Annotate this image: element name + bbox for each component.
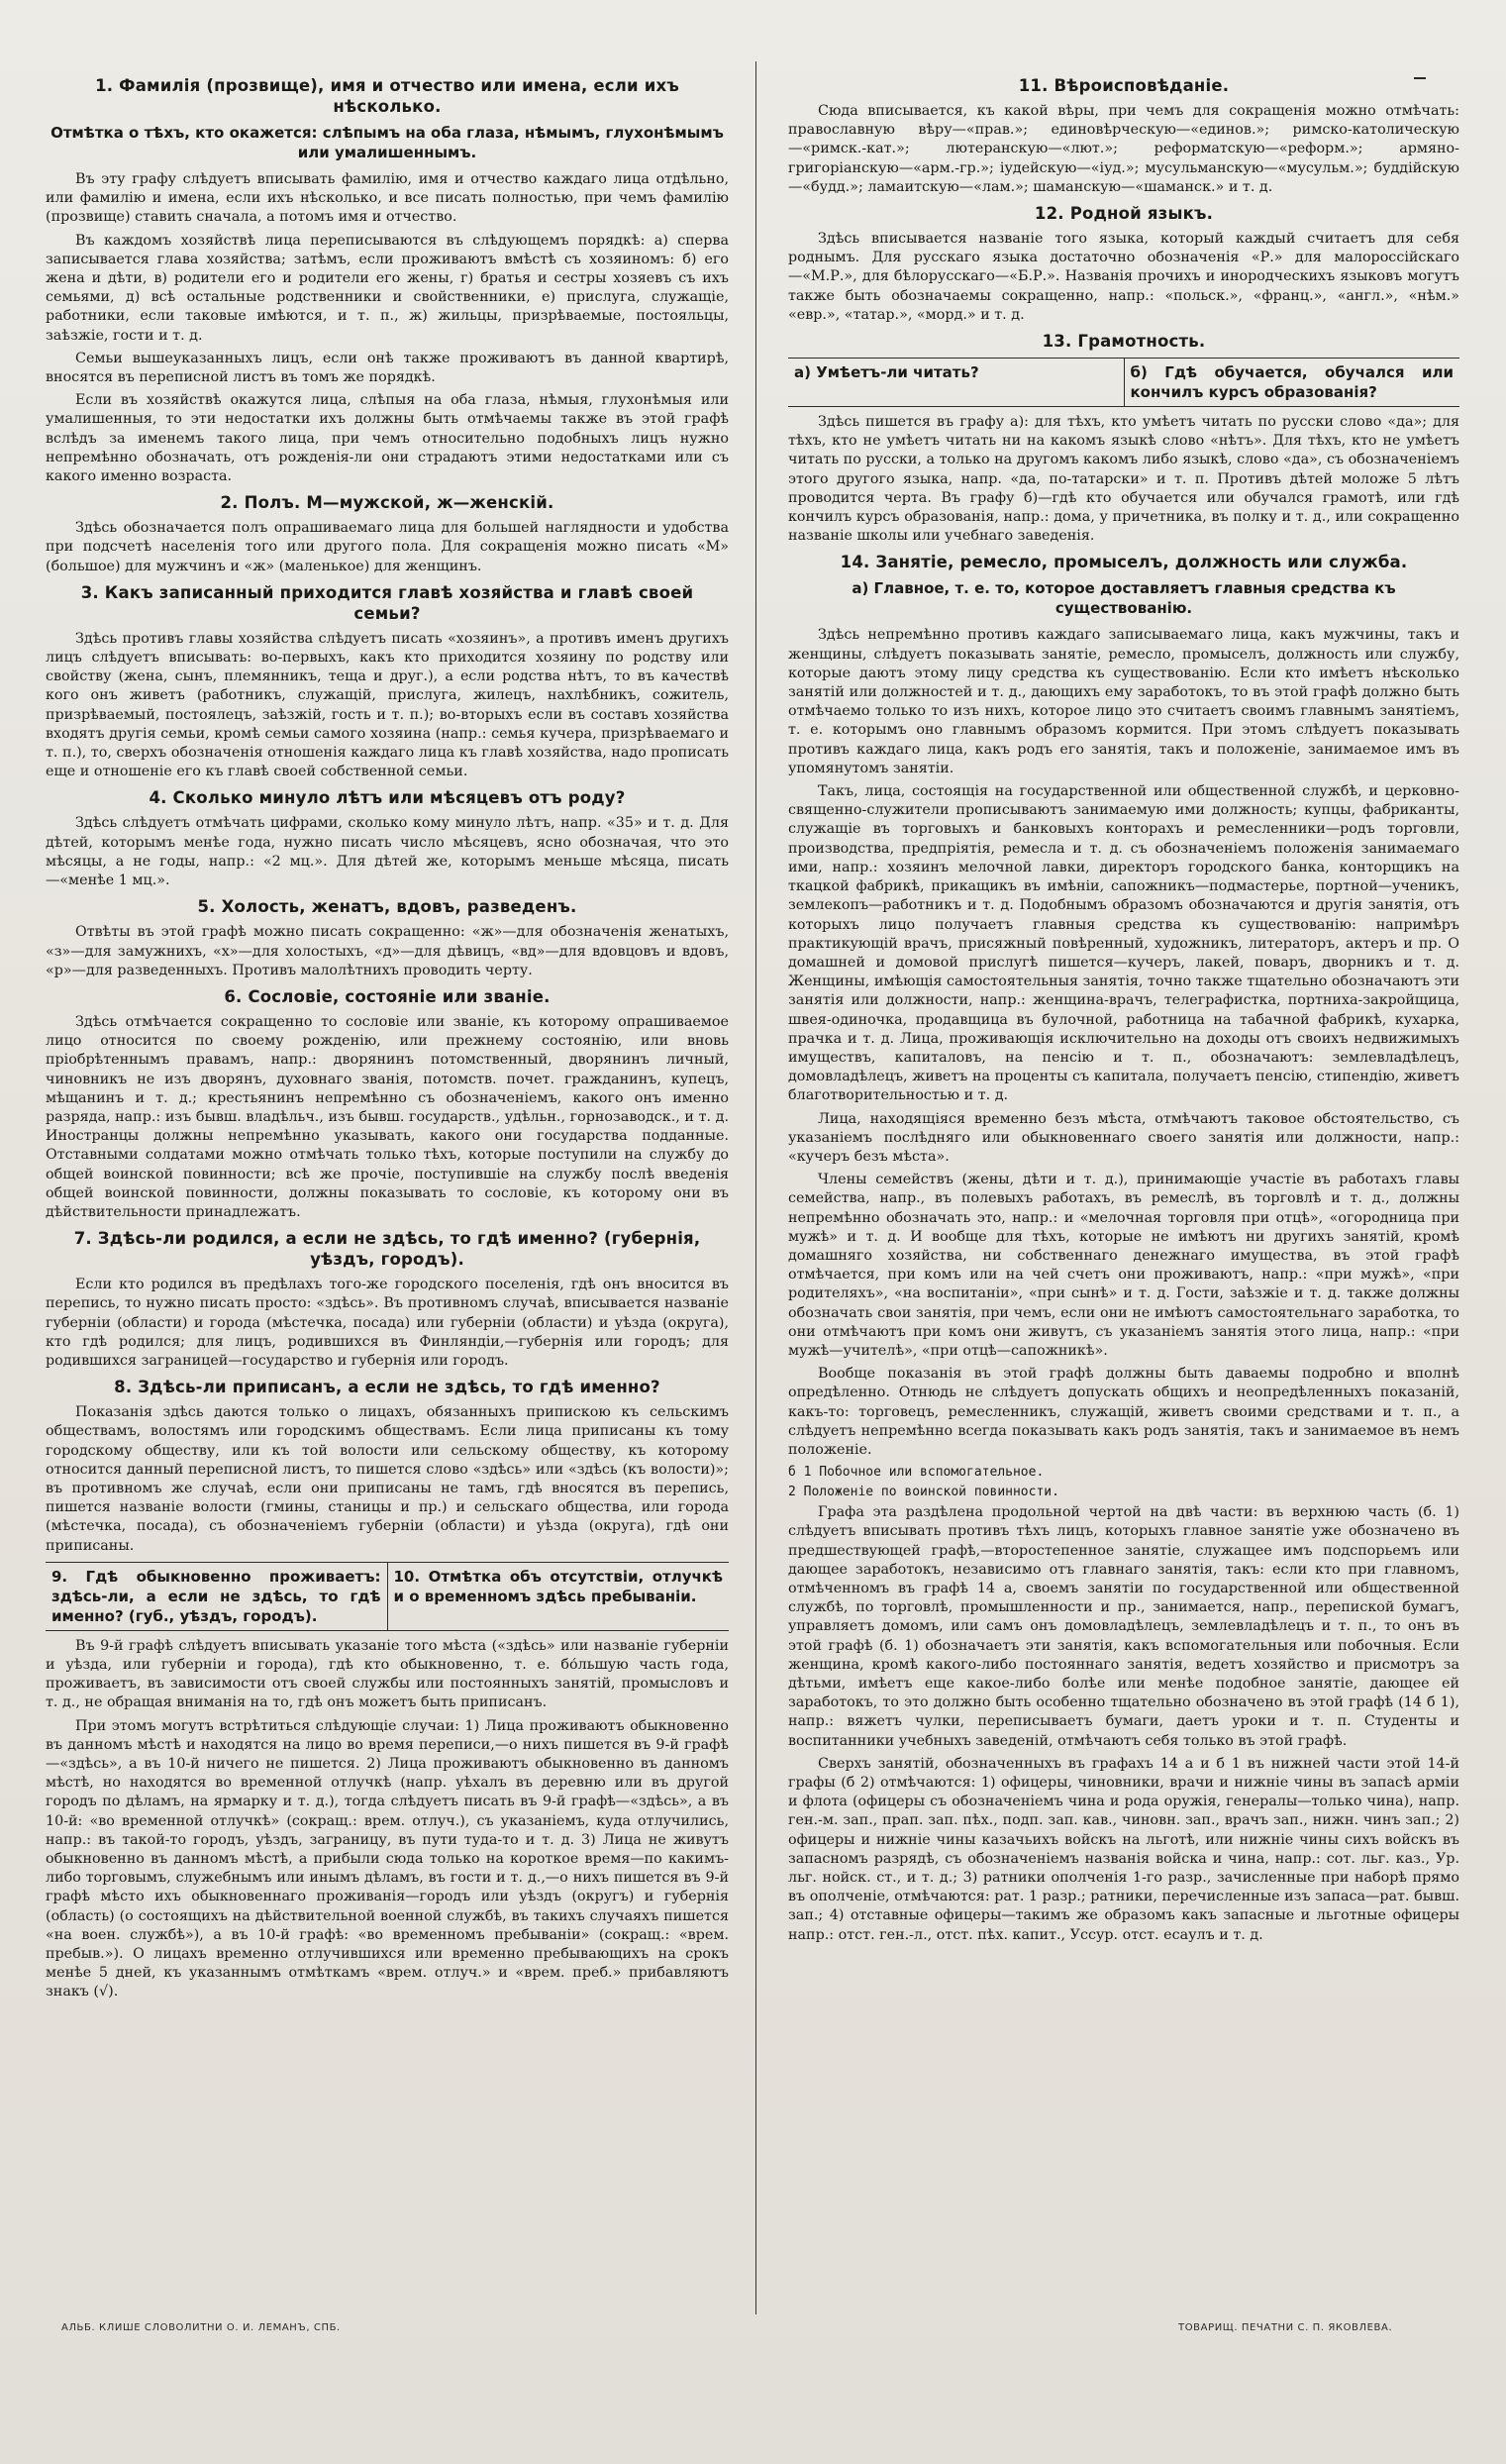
section-14b2-title: 2 Положеніе по воинской повинности.: [788, 1485, 1059, 1500]
section-1-paragraph: Семьи вышеуказанныхъ лицъ, если онѣ также проживаютъ въ данной квартирѣ, вносятся въ переписной листъ въ томъ же порядкѣ.: [46, 350, 729, 386]
section-1-paragraph: Если въ хозяйствѣ окажутся лица, слѣпыя на оба глаза, нѣмыя, глухонѣмыя или умалишенныя, то эти недостатки ихъ должны быть отмѣчаемы также въ этой графѣ вслѣдъ за именемъ такого лица, при чемъ относительно подобныхъ лицъ нужно непремѣнно обозначать, отъ рожденія-ли они страдаютъ этими недостатками или съ какого именно возраста.: [46, 392, 729, 485]
section-3-paragraph: Здѣсь противъ главы хозяйства слѣдуетъ писать «хозяинъ», а противъ именъ другихъ лицъ слѣдуетъ вписывать: во-первыхъ, какъ кто приходится хозяину по родству или свойству (жена, сынъ, племянникъ, теща и друг.), а если родства нѣтъ, то въ качествѣ кого онъ живетъ (работникъ, служащій, прислуга, жилецъ, нахлѣбникъ, сожитель, призрѣваемый, постоялецъ, заѣзжій, гость и т. п.); во-вторыхъ если въ составъ хозяйства входятъ другія семьи, кромѣ семьи самого хозяина (напр.: семья кучера, призрѣваемаго и т. п.), то, сверхъ обозначенія отношенія каждаго лица къ главѣ хозяйства, надо прописать еще и отношеніе его къ главѣ своей собственной семьи.: [46, 630, 729, 780]
section-2-paragraph: Здѣсь обозначается полъ опрашиваемаго лица для большей наглядности и удобства при подсчетѣ населенія того или другого пола. Для сокращенія можно писать «М» (большое) для мужчинъ и «ж» (маленькое) для женщинъ.: [46, 520, 729, 574]
section-9-paragraph: Въ 9-й графѣ слѣдуетъ вписывать указаніе того мѣста («здѣсь» или названіе губерніи и уѣзда, или губерніи и города), гдѣ кто обыкновенно, т. е. бо́льшую часть года, проживаетъ, въ зависимости отъ своей службы или постоянныхъ занятій, промысловъ и т. д., не обращая вниманія на то, гдѣ онъ можетъ быть приписанъ.: [46, 1637, 729, 1711]
section-1-title: 1. Фамилія (прозвище), имя и отчество или имена, если ихъ нѣсколько.: [95, 76, 679, 116]
section-4-title: 4. Сколько минуло лѣтъ или мѣсяцевъ отъ роду?: [149, 788, 626, 808]
section-14-paragraph: Здѣсь непремѣнно противъ каждаго записываемаго лица, какъ мужчины, такъ и женщины, слѣдуетъ показывать занятіе, ремесло, промыселъ, должность или службу, которые даютъ этому лицу средства къ существованію. Если кто имѣетъ нѣсколько занятій или должностей и т. д., дающихъ ему заработокъ, то въ этой графѣ должно быть отмѣчаемо только то изъ нихъ, которое лицо это считаетъ своимъ главнымъ занятіемъ, т. е. которымъ оно главнымъ образомъ кормится. При этомъ слѣдуетъ показывать противъ каждаго лица, какъ родъ его занятія, такъ и положеніе, занимаемое имъ въ упомянутомъ занятіи.: [788, 627, 1459, 776]
section-14-paragraph: Графа эта раздѣлена продольной чертой на двѣ части: въ верхнюю часть (б. 1) слѣдуетъ вписывать противъ тѣхъ лицъ, которыхъ главное занятіе уже обозначено въ предшествующей графѣ,—второстепенное занятіе, служащее имъ подспорьемъ или дающее заработокъ, независимо отъ главнаго занятія, такъ: если кто при главномъ, отмѣченномъ въ графѣ 14 а, своемъ занятіи по государственной или общественной службѣ, по торговлѣ, промышленности и пр., занимается, напр., перепиской бумагъ, управляетъ домомъ, или самъ онъ домовладѣлецъ, землевладѣлецъ и т. п., то онъ въ этой графѣ (б. 1) обозначаетъ эти занятія, какъ вспомогательныя или побочныя. Если женщина, кромѣ какого-либо постояннаго занятія, ведетъ хозяйство и присмотръ за дѣтьми, имѣетъ еще какое-либо болѣе или менѣе подобное занятіе, дающее ей заработокъ, то это должно быть особенно тщательно обозначено въ этой графѣ (14 б 1), напр.: вяжетъ чулки, переписываетъ бумаги, даетъ уроки и т. п. Студенты и воспитанники учебныхъ заведеній, отмѣчаютъ себя только въ этой графѣ.: [788, 1504, 1459, 1749]
left-column: [46, 69, 729, 2298]
section-11-paragraph: Сюда вписывается, къ какой вѣры, при чемъ для сокращенія можно отмѣчать: православную вѣру—«прав.»; единовѣрческую—«единов.»; римско-католическую—«римск.-кат.»; лютеранскую—«лют.»; реформатскую—«реформ.»; армяно-григоріанскую—«арм.-гр.»; іудейскую—«іуд.»; мусульманскую—«мусульм.»; буддійскую—«будд.»; ламаитскую—«лам.»; шаманскую—«шаманск.» и т. д.: [788, 103, 1459, 195]
section-9-title: 9. Гдѣ обыкновенно проживаетъ: здѣсь-ли, а если не здѣсь, то гдѣ именно? (губ., уѣздъ, городъ).: [46, 1563, 388, 1630]
printer-imprint-left: АЛЬБ. КЛИШЕ СЛОВОЛИТНИ О. И. ЛЕМАНЪ, СПБ.: [61, 2322, 341, 2333]
section-13-paragraph: Здѣсь пишется въ графу а): для тѣхъ, кто умѣетъ читать по русски слово «да»; для тѣхъ, кто не умѣетъ читать ни на какомъ языкѣ слово «нѣтъ». Для тѣхъ, кто не умѣетъ читать по русски, а только на другомъ какомъ либо языкѣ, слово «да», съ обозначеніемъ этого другого языка, напр. «да, по-татарски» и т. п. Противъ дѣтей моложе 5 лѣтъ проводится черта. Въ графу б)—гдѣ кто обучается или обучался грамотѣ, или гдѣ кончилъ курсъ образованія, напр.: дома, у причетника, въ полку и т. д., или сокращенно названіе школы или учебнаго заведенія.: [788, 414, 1459, 545]
column-divider: [755, 61, 756, 2314]
section-6-title: 6. Сословіе, состояніе или званіе.: [224, 986, 551, 1006]
section-9-paragraph: При этомъ могутъ встрѣтиться слѣдующіе случаи: 1) Лица проживаютъ обыкновенно въ данномъ мѣстѣ и находятся на лицо во время переписи,—о нихъ пишется въ 9-й графѣ—«здѣсь», а въ 10-й ничего не пишется. 2) Лица проживаютъ обыкновенно въ данномъ мѣстѣ, но находятся во временной отлучкѣ (напр. уѣхалъ въ деревню или въ другой городъ по дѣламъ, на ярмарку и т. д.), тогда слѣдуетъ писать въ 9-й графѣ—«здѣсь», а въ 10-й: «во временной отлучкѣ» (сокращ.: врем. отлуч.), съ указаніемъ, куда отлучились, напр.: въ такой-то городъ, уѣздъ, заграницу, въ пути туда-то и т. д. 3) Лица не живутъ обыкновенно въ данномъ мѣстѣ, а прибыли сюда только на короткое время—по какимъ-либо торговымъ, служебнымъ или инымъ дѣламъ, въ гости и т. д.,—о нихъ пишется въ 9-й графѣ мѣсто ихъ обыкновеннаго проживанія—городъ или уѣздъ (округъ) и губернія (область) (о состоящихъ на дѣйствительной военной службѣ, въ такихъ случаяхъ пишется «на воен. службѣ»), а въ 10-й графѣ: «во временномъ пребываніи» (сокращ.: «врем. пребыв.»). О лицахъ временно отлучившихся или временно пребывающихъ на срокъ менѣе 5 дней, къ указаннымъ отмѣткамъ «врем. отлуч.» и «врем. преб.» прибавляютъ знакъ (√).: [46, 1717, 729, 2001]
section-5-paragraph: Отвѣты въ этой графѣ можно писать сокращенно: «ж»—для обозначенія женатыхъ, «з»—для замужнихъ, «х»—для холостыхъ, «д»—для дѣвицъ, «вд»—для вдовцовъ и вдовъ, «р»—для разведенныхъ. Противъ малолѣтнихъ проводить черту.: [46, 924, 729, 978]
section-14b1-title: б 1 Побочное или вспомогательное.: [788, 1465, 1045, 1481]
section-3-title: 3. Какъ записанный приходится главѣ хозяйства и главѣ своей семьи?: [80, 582, 694, 623]
section-14-paragraph: Члены семействъ (жены, дѣти и т. д.), принимающіе участіе въ работахъ главы семейства, напр., въ полевыхъ работахъ, въ ремеслѣ, въ торговлѣ и т. д., должны непремѣнно обозначать это, напр.: и «мелочная торговля при отцѣ», «огородница при мужѣ» и т. д. И вообще для тѣхъ, которые не имѣютъ ни другихъ занятій, кромѣ домашняго хозяйства, ни собственнаго денежнаго имущества, въ этой графѣ отмѣчается, при комъ или на чей счетъ они проживаютъ, напр.: «при мужѣ», «при родителяхъ», «на воспитаніи», «при сынѣ» и т. д. Гости, заѣзжіе и т. д. также должны обозначать свои занятія, при чемъ, если они не имѣютъ самостоятельнаго заработка, то они отмѣчаютъ при комъ они живутъ, съ указаніемъ занятія этого лица, напр.: «при мужѣ—учителѣ», «при отцѣ—сапожникѣ».: [788, 1172, 1459, 1359]
section-4-paragraph: Здѣсь слѣдуетъ отмѣчать цифрами, сколько кому минуло лѣтъ, напр. «35» и т. д. Для дѣтей, которымъ менѣе года, нужно писать число мѣсяцевъ, ясно обозначая, что это мѣсяцы, а не годы, напр.: «2 мц.». Для дѣтей же, которымъ меньше мѣсяца, писать—«менѣе 1 мц.».: [46, 815, 729, 889]
section-12-title: 12. Родной языкъ.: [1034, 204, 1214, 224]
section-13a-title: а) Умѣетъ-ли читать?: [788, 359, 1125, 406]
right-column: [788, 69, 1459, 2298]
section-2-title: 2. Полъ. М—мужской, ж—женскій.: [220, 493, 554, 513]
section-10-title: 10. Отмѣтка объ отсутствіи, отлучкѣ и о временномъ здѣсь пребываніи.: [393, 1567, 723, 1605]
section-14-paragraph: Такъ, лица, состоящія на государственной или общественной службѣ, и церковно-священно-служители прописываютъ занимаемую ими должность; купцы, фабриканты, служащіе въ торговыхъ и банковыхъ конторахъ и ремесленники—родъ торговли, производства, предпріятія, ремесла и т. д. съ обозначеніемъ положенія занимаемаго ими, напр.: хозяинъ мелочной лавки, директоръ городского банка, конторщикъ на ткацкой фабрикѣ, прикащикъ въ имѣніи, сапожникъ—подмастерье, портной—ученикъ, землекопъ—работникъ и т. д. Подобнымъ образомъ обозначаются и другія занятія, отъ которыхъ лицо получаетъ главныя средства къ существованію: напримѣръ практикующій врачъ, присяжный повѣренный, художникъ, литераторъ, актеръ и пр. О домашней и домовой прислугѣ пишется—кучеръ, лакей, поваръ, дворникъ и т. д. Женщины, имѣющія самостоятельныя занятія, точно также тщательно обозначаютъ эти занятія или должности, напр.: женщина-врачъ, телеграфистка, портниха-закройщица, швея-одиночка, продавщица въ булочной, работница на табачной фабрикѣ, кухарка, прачка и т. д. Лица, проживающія исключительно на доходы отъ своихъ недвижимыхъ имуществъ, капиталовъ, на пенсію и т. п., обозначаютъ: землевладѣлецъ, домовладѣлецъ, живетъ на проценты съ капитала, получаетъ пенсію, стипендію, живетъ благотворительностью и т. д.: [788, 783, 1459, 1104]
section-14-paragraph: Сверхъ занятій, обозначенныхъ въ графахъ 14 а и б 1 въ нижней части этой 14-й графы (б 2) отмѣчаются: 1) офицеры, чиновники, врачи и нижніе чины въ запасѣ арміи и флота (офицеры съ обозначеніемъ чина и рода оружія, генералы—только чина), напр. ген.-м. зап., прап. зап. пѣх., подп. зап. кав., чиновн. зап., врачъ зап., нижн. чинъ зап.; 2) офицеры и нижніе чины казачьихъ войскъ на льготѣ, или нижніе чины сихъ войскъ въ запасномъ разрядѣ, съ обозначеніемъ названія войска и чина, напр.: сот. льг. каз., Ур. льг. нойск. ст., и т. д.; 3) ратники ополченія 1-го разр., зачисленные при наборѣ прямо въ ополченіе, отмѣчаются: рат. 1 разр.; ратники, перечисленные изъ запаса—рат. бывш. зап.; 4) отставные офицеры—такимъ же образомъ какъ запасные и льготные офицеры напр.: отст. ген.-л., отст. пѣх. капит., Уссур. отст. есаулъ и т. д.: [788, 1755, 1459, 1943]
section-13-title: 13. Грамотность.: [1042, 332, 1206, 352]
section-7-title: 7. Здѣсь-ли родился, а если не здѣсь, то гдѣ именно? (губернія, уѣздъ, городъ).: [73, 1229, 701, 1270]
section-12-paragraph: Здѣсь вписывается названіе того языка, который каждый считаетъ для себя роднымъ. Для русскаго языка достаточно обозначенія «Р.» для малороссійскаго—«М.Р.», для бѣлорусскаго—«Б.Р.». Названія прочихъ и инородческихъ языковъ могутъ также быть обозначаемы сокращенно, напр.: «польск.», «франц.», «англ.», «нѣм.» «евр.», «татар.», «морд.» и т. д.: [788, 231, 1459, 323]
section-1-paragraph: Въ каждомъ хозяйствѣ лица переписываются въ слѣдующемъ порядкѣ: а) сперва записывается глава хозяйства; затѣмъ, если проживаютъ вмѣстѣ съ хозяиномъ: б) его жена и дѣти, в) родители его и родители его жены, г) братья и сестры хозяевъ съ ихъ семьями, д) всѣ остальные родственники и свойственники, е) прислуга, служащіе, работники, если таковые имѣются, и т. п., ж) жильцы, призрѣваемые, постояльцы, заѣзжіе, гости и т. д.: [46, 232, 729, 344]
section-7-paragraph: Если кто родился въ предѣлахъ того-же городского поселенія, гдѣ онъ вносится въ перепись, то нужно писать просто: «здѣсь». Въ противномъ случаѣ, вписывается названіе губерніи (области) и города (мѣстечка, посада) или губерніи (области) и уѣзда (округа), кто гдѣ родился; для лицъ, родившихся въ Финляндіи,—губернія или городъ; для родившихся заграницей—государство и губернія или городъ.: [46, 1277, 729, 1369]
section-14-paragraph: Вообще показанія въ этой графѣ должны быть даваемы подробно и вполнѣ опредѣленно. Отнюдь не слѣдуетъ допускать общихъ и неопредѣленныхъ показаній, какъ-то: торговецъ, ремесленникъ, служащій, живетъ своими средствами и т. п., а слѣдуетъ непремѣнно всегда показывать какъ родъ занятія, такъ и занимаемое въ немъ положеніе.: [788, 1366, 1459, 1458]
section-11-title: 11. Вѣроисповѣданіе.: [1018, 76, 1230, 95]
section-1-subtitle: Отмѣтка о тѣхъ, кто окажется: слѣпымъ на оба глаза, нѣмымъ, глухонѣмымъ или умалишеннымъ.: [50, 124, 724, 161]
section-5-title: 5. Холость, женатъ, вдовъ, разведенъ.: [197, 897, 577, 917]
section-14-title: 14. Занятіе, ремесло, промыселъ, должность или служба.: [840, 553, 1408, 572]
section-6-paragraph: Здѣсь отмѣчается сокращенно то сословіе или званіе, къ которому опрашиваемое лицо относится по своему рожденію, или прежнему состоянію, или вновь пріобрѣтеннымъ правамъ, напр.: дворянинъ потомственный, дворянинъ личный, чиновникъ не изъ дворянъ, духовнаго званія, потомств. почет. гражданинъ, купецъ, мѣщанинъ и т. д.; крестьянинъ непремѣнно съ обозначеніемъ, какого онъ именно разряда, напр.: изъ бывш. владѣльч., изъ бывш. государств., удѣльн., горнозаводск., и т. д. Иностранцы должны непремѣнно указывать, какого они государства подданные. Отставными солдатами можно отмѣчать только тѣхъ, которые поступили на службу до общей воинской повинности; всѣ же прочіе, поступившіе на службу послѣ введенія общей воинской повинности, должны показывать то сословіе, къ которому они въ дѣйствительности принадлежатъ.: [46, 1013, 729, 1220]
section-8-title: 8. Здѣсь-ли приписанъ, а если не здѣсь, то гдѣ именно?: [114, 1378, 660, 1397]
section-13-header: [788, 358, 1459, 407]
section-1-paragraph: Въ эту графу слѣдуетъ вписывать фамилію, имя и отчество каждаго лица отдѣльно, или фамилію и имена, если ихъ нѣсколько, и все писать полностью, при чемъ фамилію (прозвище) ставить сначала, а потомъ имя и отчество.: [46, 171, 729, 226]
section-14a-title: а) Главное, т. е. то, которое доставляетъ главныя средства къ существованію.: [852, 579, 1396, 618]
printer-imprint-right: ТОВАРИЩ. ПЕЧАТНИ С. П. ЯКОВЛЕВА.: [1178, 2322, 1393, 2333]
section-13b-title: б) Гдѣ обучается, обучался или кончилъ курсъ образованія?: [1130, 363, 1454, 402]
section-9-10-header: [46, 1562, 729, 1631]
section-14-paragraph: Лица, находящіяся временно безъ мѣста, отмѣчаютъ таковое обстоятельство, съ указаніемъ послѣдняго или обыкновеннаго своего занятія или должности, напр.: «кучеръ безъ мѣста».: [788, 1110, 1459, 1165]
section-8-paragraph: Показанія здѣсь даются только о лицахъ, обязанныхъ припискою къ сельскимъ обществамъ, волостямъ или городскимъ обществамъ. Если лица приписаны къ тому городскому обществу, или къ той волости или сельскому обществу, къ которому относится данный переписной листъ, то пишется слово «здѣсь» или «здѣсь (къ волости)»; въ противномъ же случаѣ, если они приписаны не тамъ, гдѣ вносятся въ перепись, пишется названіе волости (гмины, станицы и пр.) и сельскаго общества, или города (мѣстечка, посада), съ обозначеніемъ губерніи (области) и уѣзда (округа), гдѣ они приписаны.: [46, 1404, 729, 1554]
